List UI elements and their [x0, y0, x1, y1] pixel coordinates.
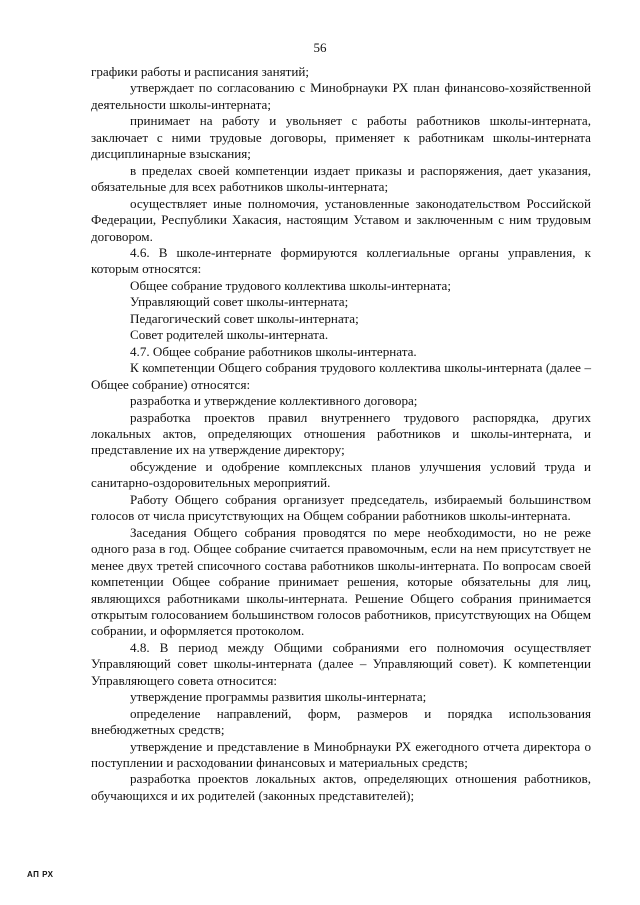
list-item: разработка и утверждение коллективного договора;: [130, 393, 418, 409]
section-heading-4-6: 4.6. В школе-интернате формируются коллегиальные органы управления, к которым относятся:: [91, 244, 591, 277]
footer-stamp: АП РХ: [27, 870, 54, 879]
section-heading-4-8: 4.8. В период между Общими собраниями его полномочия осуществляет Управляющий совет школы-интерната (далее – Управляющий совет). К компетенции Управляющего совета относится:: [91, 639, 591, 688]
paragraph: принимает на работу и увольняет с работы работников школы-интерната, заключает с ними трудовые договоры, применяет к работникам школы-интерната дисциплинарные взыскания;: [91, 113, 591, 162]
paragraph: К компетенции Общего собрания трудового коллектива школы-интерната (далее – Общее собрание) относятся:: [91, 360, 591, 392]
paragraph: Заседания Общего собрания проводятся по мере необходимости, но не реже одного раза в год. Общее собрание считается правомочным, если на нем присутствует не менее двух третей списочного состава работников школы-интерната. По вопросам своей компетенции Общее собрание принимает решения, которые обязательны для лиц, являющихся работниками школы-интерната. Решение Общего собрания принимается открытым голосованием большинством голосов работников, присутствующих на Общем собрании, и оформляется протоколом.: [91, 524, 591, 639]
paragraph: Работу Общего собрания организует председатель, избираемый большинством голосов от числа присутствующих на Общем собрании работников школы-интерната.: [91, 491, 591, 524]
list-item: утверждение и представление в Минобрнауки РХ ежегодного отчета директора о поступлении и расходовании финансовых и материальных средств;: [91, 738, 591, 771]
list-item: Педагогический совет школы-интерната;: [130, 310, 359, 326]
paragraph: осуществляет иные полномочия, установленные законодательством Российской Федерации, Республики Хакасия, настоящим Уставом и заключенным с ним трудовым договором.: [91, 195, 591, 244]
list-item: Совет родителей школы-интерната.: [130, 327, 329, 343]
list-item: Управляющий совет школы-интерната;: [130, 294, 349, 310]
list-item: утверждение программы развития школы-интерната;: [130, 689, 427, 705]
list-item: обсуждение и одобрение комплексных планов улучшения условий труда и санитарно-оздоровительных мероприятий.: [91, 458, 591, 491]
list-item: Общее собрание трудового коллектива школы-интерната;: [130, 277, 451, 293]
paragraph: графики работы и расписания занятий;: [91, 64, 309, 79]
section-heading-4-7: 4.7. Общее собрание работников школы-интерната.: [130, 343, 417, 359]
page-number: 56: [313, 40, 327, 55]
list-item: разработка проектов правил внутреннего трудового распорядка, других локальных актов, определяющих отношения работников и школы-интерната, и представление их на утверждение директору;: [91, 409, 591, 458]
paragraph: в пределах своей компетенции издает приказы и распоряжения, дает указания, обязательные для всех работников школы-интерната;: [91, 162, 591, 195]
document-body: [91, 64, 591, 804]
paragraph: утверждает по согласованию с Минобрнауки РХ план финансово-хозяйственной деятельности школы-интерната;: [91, 80, 591, 112]
list-item: определение направлений, форм, размеров и порядка использования внебюджетных средств;: [91, 705, 591, 738]
list-item: разработка проектов локальных актов, определяющих отношения работников, обучающихся и их родителей (законных представителей);: [91, 771, 591, 803]
